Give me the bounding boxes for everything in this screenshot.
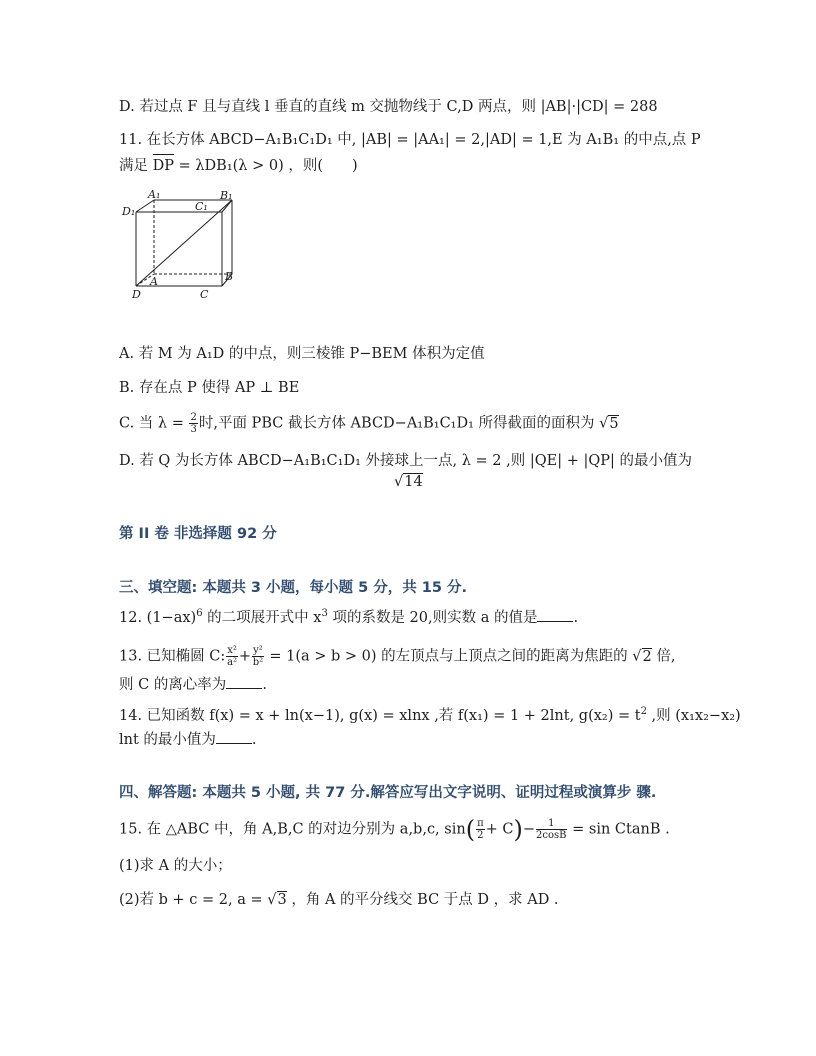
fraction-one-over-2cosb	[536, 818, 566, 841]
q15-stem	[119, 815, 670, 844]
q12-mid: 的二项展开式中 x	[202, 610, 322, 626]
q13-tail: 倍,	[651, 648, 676, 665]
sqrt-3: 3	[277, 892, 287, 908]
paren-close: )	[513, 815, 523, 844]
q13-prefix: 13. 已知椭圆 C:	[119, 648, 226, 665]
q12-prefix: 12. (1−ax)	[119, 610, 197, 626]
fraction-y2-b2	[252, 645, 264, 668]
q14-tail: ,则 (x₁x₂−x₂)	[646, 708, 741, 724]
q11-option-d: D. 若 Q 为长方体 ABCD−A₁B₁C₁D₁ 外接球上一点, λ = 2 ,则 |QE| + |QP| 的最小值为	[119, 453, 692, 469]
label-c: C	[200, 288, 209, 301]
q15-part2: (2)若 b + c = 2, a = √3 ，角 A 的平分线交 BC 于点 D ，求 AD .	[119, 892, 559, 908]
fraction-x2-a2	[226, 645, 238, 668]
frac-pi: π	[477, 818, 484, 829]
q14-text: 14. 已知函数 f(x) = x + ln(x−1), g(x) = xlnx ,若 f(x₁) = 1 + 2lnt, g(x₂) = t	[119, 708, 641, 724]
q15-prefix: 15. 在 △ABC 中，角 A,B,C 的对边分别为 a,b,c, sin	[119, 821, 466, 838]
section-four-heading: 四、解答题: 本题共 5 小题, 共 77 分.解答应写出文字说明、证明过程或演算步 骤.	[119, 785, 657, 801]
frac-a2: a²	[227, 657, 238, 668]
q12-exponent2: 3	[321, 608, 328, 620]
q12-rest: 项的系数是 20,则实数 a 的值是	[327, 610, 538, 626]
q14-line1	[119, 706, 741, 726]
q14-exponent: 2	[640, 706, 647, 718]
q12-exponent: 6	[196, 608, 203, 620]
label-d: D	[132, 288, 141, 301]
q14-line2: lnt 的最小值为 .	[119, 729, 257, 750]
section-three-heading: 三、填空题: 本题共 3 小题，每小题 5 分，共 15 分.	[119, 580, 467, 596]
option-c-text: 时,平面 PBC 截长方体 ABCD−A₁B₁C₁D₁ 所得截面的面积为	[198, 415, 595, 432]
cuboid-figure	[120, 190, 240, 305]
sqrt-14: 14	[404, 474, 423, 490]
frac-two: 2	[477, 830, 484, 841]
q13-answer-blank[interactable]	[226, 674, 262, 689]
q11-option-c: C. 当 λ = $\frac{2}{3}$ 时,平面 PBC 截长方体 ABCD−A₁B₁C₁D₁ 所得截面的面积为 √5	[119, 412, 619, 435]
label-c1: C₁	[195, 200, 208, 213]
frac-y2: y²	[253, 645, 263, 656]
plus-c: + C	[485, 821, 514, 838]
label-d1: D₁	[122, 205, 136, 218]
fraction-pi-over-2	[476, 818, 485, 841]
frac-x2: x²	[227, 645, 237, 656]
q13-line1: 13. 已知椭圆 C: $\frac{\text{x²}}{\text{a²}}$ + $\frac{\text{y²}}{\text{b²}}$ = 1(a > b > 0) 的左顶点与上顶点之间的距离为焦距的 √2 倍,	[119, 645, 676, 668]
q13-line2: 则 C 的离心率为 .	[119, 674, 267, 695]
label-a: A	[150, 275, 158, 288]
q11-stem-line2	[119, 156, 358, 176]
part-two-heading: 第 II 卷 非选择题 92 分	[119, 526, 277, 542]
vector-dp: DP	[152, 158, 174, 174]
q11-stem-line1: 11. 在长方体 ABCD−A₁B₁C₁D₁ 中, |AB| = |AA₁| = 2,|AD| = 1,E 为 A₁B₁ 的中点,点 P	[119, 132, 701, 148]
q12: 12. $(1-ax)^6$ 的二项展开式中 $x^3$ 项的系数是 20,则实数 a 的值是 .	[119, 608, 579, 626]
q13-line2-text: 则 C 的离心率为	[119, 677, 227, 693]
paren-open: (	[465, 815, 476, 844]
q11-option-a: A. 若 M 为 A₁D 的中点，则三棱锥 P−BEM 体积为定值	[119, 346, 485, 362]
q15-p2-rest: ，角 A 的平分线交 BC 于点 D ，求 AD .	[286, 892, 559, 908]
q11-condition: = λDB₁(λ > 0) ，则( )	[174, 158, 358, 174]
edge-d1-a1	[136, 200, 154, 212]
fraction-two-thirds	[189, 412, 197, 435]
minus-sign: −	[522, 821, 536, 838]
diagonal-d-b1	[136, 200, 232, 286]
label-b: B	[225, 270, 234, 283]
label-b1: B₁	[220, 190, 233, 202]
frac-b2: b²	[252, 657, 264, 668]
sqrt-5: 5	[609, 415, 619, 432]
q11-prefix: 满足	[119, 158, 148, 174]
q14-line2-text: lnt 的最小值为	[119, 732, 216, 748]
q13-rest: = 1(a > b > 0) 的左顶点与上顶点之间的距离为焦距的	[264, 648, 628, 665]
label-a1: A₁	[148, 190, 161, 201]
q15-p2-prefix: (2)若 b + c = 2, a =	[119, 892, 263, 908]
option-c-prefix: C. 当 λ =	[119, 415, 184, 432]
q11-option-d-answer: √14	[394, 474, 423, 490]
frac-denominator: 3	[190, 424, 197, 435]
q14-answer-blank[interactable]	[216, 729, 252, 744]
frac-one: 1	[536, 818, 566, 830]
q15-rest: = sin CtanB .	[567, 821, 670, 838]
frac-2cosb: 2cosB	[536, 830, 567, 841]
q10-option-d: D. 若过点 F 且与直线 l 垂直的直线 m 交抛物线于 C,D 两点，则 |AB|·|CD| = 288	[119, 99, 658, 115]
sqrt-2: 2	[642, 648, 652, 665]
frac-numerator: 2	[190, 412, 197, 423]
q15-part1: (1)求 A 的大小；	[119, 858, 232, 874]
q12-answer-blank[interactable]	[537, 607, 573, 622]
q11-option-b: B. 存在点 P 使得 AP ⊥ BE	[119, 380, 300, 396]
